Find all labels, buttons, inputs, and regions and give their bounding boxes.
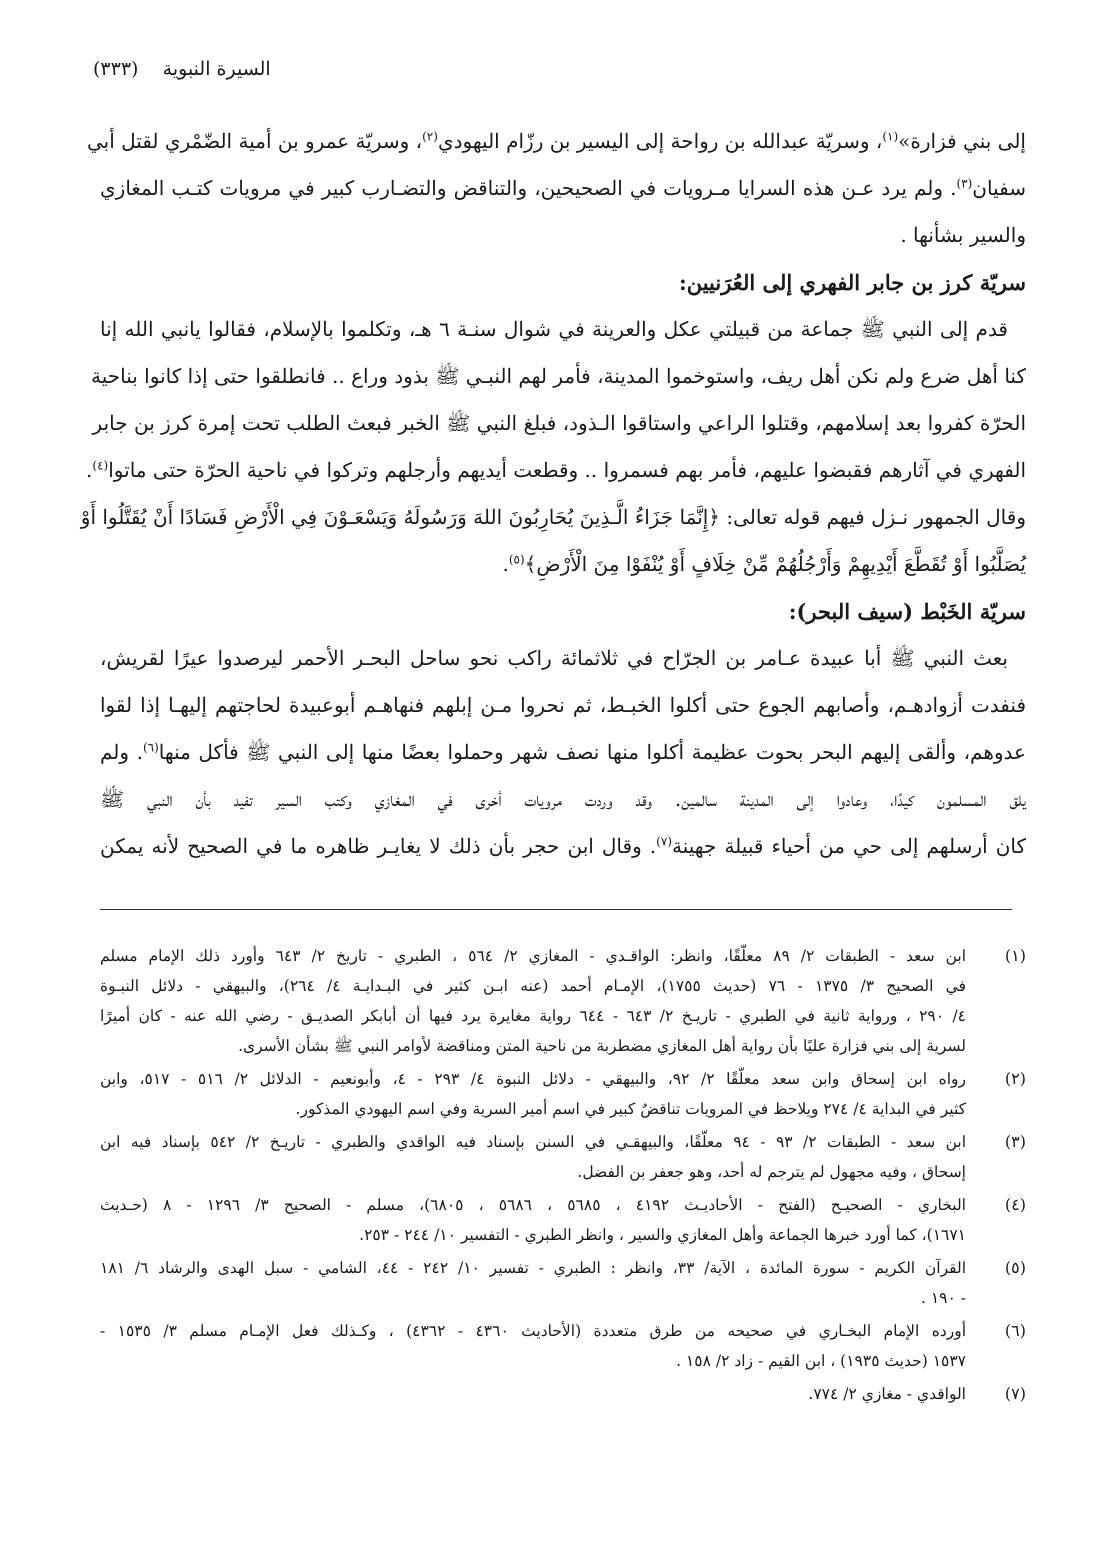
footnote-number: (٤)	[1004, 1195, 1026, 1214]
footnote-number: (٦)	[1004, 1321, 1026, 1340]
footnote-number: (٢)	[1004, 1069, 1026, 1088]
text-line: كنا أهل ضرع ولم نكن أهل ريف، واستوخموا المدينة، فأمر لهم النبـي ﷺ بذود وراع .. فانطلقوا حتى إذا كانوا بناحية	[91, 364, 1026, 388]
footnote-line: كثير في البداية ٤/ ٢٧٤ ويلاحظ في المرويات تناقضٌ كبير في اسم أمير السرية وفي اسم اليهودي المذكور.	[295, 1100, 966, 1118]
text-line: الفهري في آثارهم فقبضوا عليهم، فأمر بهم فسمروا .. وقطعت أيديهم وأرجلهم وتركوا في ناحية الحرّة حتى ماتوا$^{(٤)}$.	[86, 458, 1026, 482]
footnote-line: البخاري - الصحيـح (الفتح - الأحاديـث ٤١٩٢ ، ٥٦٨٥ ، ٥٦٨٦ ، ٦٨٠٥)، مسلم - الصحيح ٣/ ١٢٩٦ - ٨ (حـديث	[100, 1196, 966, 1214]
footnote	[100, 1316, 1026, 1376]
header-title: السيرة النبوية	[162, 58, 271, 80]
footnote-line: القرآن الكريم - سورة المائدة ، الآية/ ٣٣، وانظر : الطبري - تفسير ١٠/ ٢٤٢ - ٤٤، الشامي - سبل الهدى والرشاد ٦/ ١٨١	[100, 1259, 967, 1277]
text-line: يلق المسلمون كيدًا، وعادوا إلى المدينة سالمين. وقد وردت مرويات أخرى في المغازي وكتب السير تفيد بأن النبي ﷺ	[100, 787, 1027, 811]
footnote-separator	[100, 909, 1012, 910]
running-header	[93, 58, 271, 80]
footnote-line: ابن سعد - الطبقات ٢/ ٨٩ معلّقًا، وانظر: الواقـدي - المغازي ٢/ ٥٦٤ ، الطبري - تاريخ ٢/ ٦٤٣ وأورد ذلك الإمام مسلم	[100, 947, 967, 965]
footnote-ref[interactable]: (٧)	[656, 834, 672, 849]
footnote-number: (٥)	[1004, 1258, 1026, 1277]
text-line: والسير بشأنها .	[900, 223, 1026, 247]
text-line: الحرّة كفروا بعد إسلامهم، وقتلوا الراعي واستاقوا الـذود، فبلغ النبي ﷺ الخبر فبعث الطلب تحت إمرة كرز بن جابر	[92, 411, 1026, 435]
footnote-ref[interactable]: (٢)	[422, 129, 438, 144]
footnote-line: - ١٩٠ .	[920, 1289, 966, 1307]
section-heading: سريّة الخَبْط (سيف البحر):	[788, 599, 1026, 624]
text-line: فنفدت أزوادهـم، وأصابهم الجوع حتى أكلوا الخبـط، ثم نحروا مـن إبلهم فنهاهـم أبوعبيدة لحاجتهم إليهـا إذا لقوا	[100, 693, 1026, 717]
footnote-number: (٣)	[1004, 1132, 1026, 1151]
footnote	[100, 1190, 1026, 1250]
footnote-line: أورده الإمام البخـاري في صحيحه من طرق متعددة (الأحاديث ٤٣٦٠ - ٤٣٦٢) ، وكـذلك فعل الإمـام مسلم ٣/ ١٥٣٥ -	[100, 1322, 967, 1340]
footnote	[100, 1064, 1026, 1124]
header-page-number: (٣٣٣)	[93, 58, 139, 80]
footnote-ref[interactable]: (٥)	[508, 552, 525, 567]
footnote-number: (٧)	[1004, 1384, 1026, 1403]
footnote-ref[interactable]: (٦)	[142, 740, 159, 755]
footnote-line: ابن سعد - الطبقات ٢/ ٩٣ - ٩٤ معلّقًا، والبيهقـي في السنن بإسناد فيه الواقدي والطبري - تاريـخ ٢/ ٥٤٢ بإسناد فيه ابن	[100, 1133, 967, 1151]
text-line: كان أرسلهم إلى حي من أحياء قبيلة جهينة$^{(٧)}$. وقال ابن حجر بأن ذلك لا يغايـر ظاهره ما في الصحيح لأنه يمكن	[100, 834, 1026, 858]
section-heading: سريّة كرز بن جابر الفهري إلى العُرَنيين:	[678, 270, 1026, 295]
footnote-line: ٤/ ٢٩٠ ، ورواية ثانية في الطبري - تاريـخ ٢/ ٦٤٣ - ٦٤٤ رواية مغايرة يرد فيها أن أبابكر الصديـق - رضي الله عنه - كان أميرًا	[100, 1007, 966, 1025]
footnote-line: لسرية إلى بني فزارة عليًا بأن رواية أهل المغازي مضطربة من ناحية المتن ومناقضة لأوامر النبي ﷺ بشأن الأسرى.	[238, 1037, 966, 1055]
footnote-ref[interactable]: (٤)	[92, 458, 109, 473]
text-line: يُصَلَّبُوا أَوْ تُقَطَّعَ أَيْدِيهِمْ وَأَرْجُلُهُمْ مِّنْ خِلَافٍ أَوْ يُنْفَوْا مِنَ الْأَرْضِ﴾$^{(٥)}$.	[502, 552, 1026, 576]
text-line: إلى بني فزارة»$^{(١)}$، وسريّة عبدالله بن رواحة إلى اليسير بن رزّام اليهودي$^{(٢)}$، وسريّة عمرو بن أمية الضّمْري لقتل أبي	[86, 129, 1026, 153]
footnote-line: ١٥٣٧ (حديث ١٩٣٥) ، ابن القيم - زاد ٢/ ١٥٨ .	[676, 1352, 966, 1370]
footnote-line: ١٦٧١)، كما أورد خبرها الجماعة وأهل المغازي والسير ، وانظر الطبري - التفسير ١٠/ ٢٤٤ - ٢٥٣.	[359, 1226, 966, 1244]
footnote-line: في الصحيح ٣/ ١٣٧٥ - ٧٦ (حديث ١٧٥٥)، الإمـام أحمد (عنه ابـن كثير في البـدايـة ٤/ ٢٦٤)، والبيهقي - دلائل النبـوة	[100, 977, 966, 995]
text-line: بعث النبي ﷺ أبا عبيدة عـامر بن الجرّاح في ثلاثمائة راكب نحو ساحل البحـر الأحمر ليرصدوا عيرًا لقريش،	[100, 646, 1008, 670]
footnote-line: الواقدي - مغازي ٢/ ٧٧٤.	[808, 1385, 966, 1403]
footnote	[100, 1379, 1026, 1409]
footnote-ref[interactable]: (١)	[882, 129, 899, 144]
footnotes	[100, 941, 1026, 1412]
footnote-ref[interactable]: (٣)	[956, 176, 973, 191]
text-line: وقال الجمهور نـزل فيهم قوله تعالى: ﴿إِنَّمَا جَزَاءُ الَّـذِينَ يُحَارِبُونَ اللهَ وَرَسُولَهُ وَيَسْعَـوْنَ فِي الْأَرْضِ فَسَادًا أَنْ يُقَتَّلُوا أَوْ	[80, 505, 1026, 529]
text-line: قدم إلى النبي ﷺ جماعة من قبيلتي عكل والعرينة في شوال سنـة ٦ هـ، وتكلموا بالإسلام، فقالوا يانبي الله إنا	[100, 317, 1008, 341]
footnote	[100, 941, 1026, 1061]
footnote	[100, 1127, 1026, 1187]
footnote-number: (١)	[1004, 946, 1026, 965]
footnote	[100, 1253, 1026, 1313]
text-line: سفيان$^{(٣)}$. ولم يرد عـن هذه السرايا مـرويات في الصحيحين، والتناقض والتضـارب كبير في مرويات كتـب المغازي	[100, 176, 1026, 200]
footnote-line: رواه ابن إسحاق وابن سعد معلّقًا ٢/ ٩٢، والبيهقي - دلائل النبوة ٤/ ٢٩٣ - ٤، وأبونعيم - الدلائل ٢/ ٥١٦ - ٥١٧، وابن	[100, 1070, 966, 1088]
footnote-line: إسحاق ، وفيه مجهول لم يترجم له أحد، وهو جعفر بن الفضل.	[577, 1163, 966, 1181]
main-text	[80, 118, 1027, 870]
text-line: عدوهم، وألقى إليهم البحر بحوت عظيمة أكلوا منها نصف شهر وحملوا بعضًا منها إلى النبي ﷺ فأكل منها$^{(٦)}$. ولم	[100, 740, 1026, 764]
